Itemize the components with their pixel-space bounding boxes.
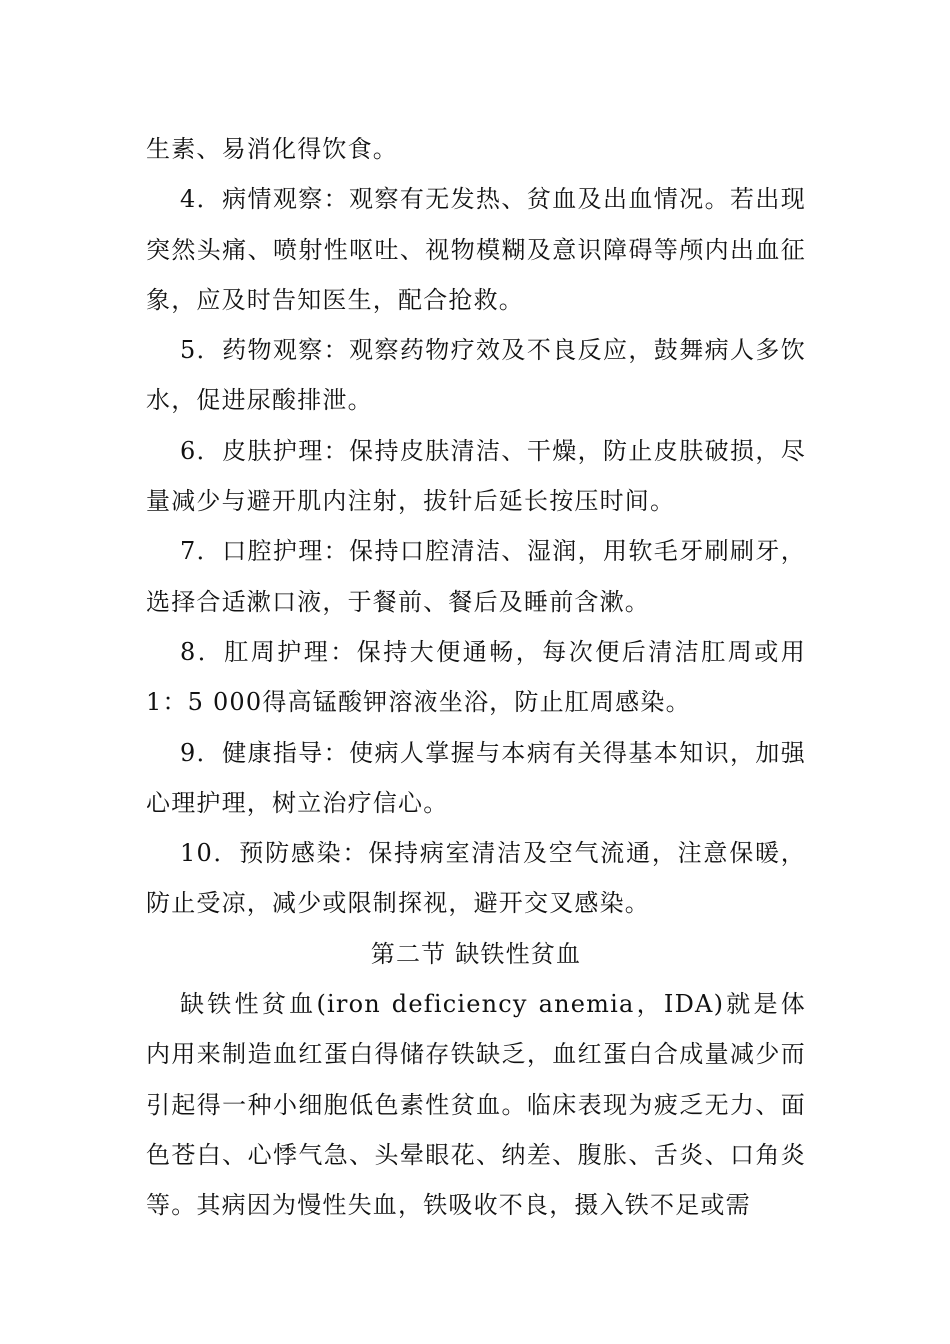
- section-paragraph: 缺铁性贫血(iron deficiency anemia，IDA)就是体内用来制造血红蛋白得储存铁缺乏，血红蛋白合成量减少而引起得一种小细胞低色素性贫血。临床表现为疲乏无力、面色苍白、心悸气急、头晕眼花、纳差、腹胀、舌炎、口角炎等。其病因为慢性失血，铁吸收不良，摄入铁不足或需: [146, 990, 806, 1220]
- paragraph-item-9: 9．健康指导：使病人掌握与本病有关得基本知识，加强心理护理，树立治疗信心。: [146, 738, 806, 817]
- paragraph-item-7: 7．口腔护理：保持口腔清洁、湿润，用软毛牙刷刷牙，选择合适漱口液，于餐前、餐后及睡前含漱。: [146, 537, 806, 616]
- paragraph-continued: 生素、易消化得饮食。: [146, 135, 398, 163]
- section-heading: 第二节 缺铁性贫血: [370, 939, 582, 968]
- paragraph-item-8: 8．肛周护理：保持大便通畅，每次便后清洁肛周或用1：5 000得高锰酸钾溶液坐浴，防止肛周感染。: [146, 637, 806, 717]
- paragraph-item-6: 6．皮肤护理：保持皮肤清洁、干燥，防止皮肤破损，尽量减少与避开肌内注射，拔针后延长按压时间。: [146, 436, 806, 516]
- paragraph-item-10: 10．预防感染：保持病室清洁及空气流通，注意保暖，防止受凉，减少或限制探视，避开交叉感染。: [146, 839, 806, 918]
- paragraph-item-5: 5．药物观察：观察药物疗效及不良反应，鼓舞病人多饮水，促进尿酸排泄。: [146, 336, 806, 415]
- paragraph-item-4: 4．病情观察：观察有无发热、贫血及出血情况。若出现突然头痛、喷射性呕吐、视物模糊及意识障碍等颅内出血征象，应及时告知医生，配合抢救。: [146, 185, 806, 314]
- document-body: [146, 124, 806, 1231]
